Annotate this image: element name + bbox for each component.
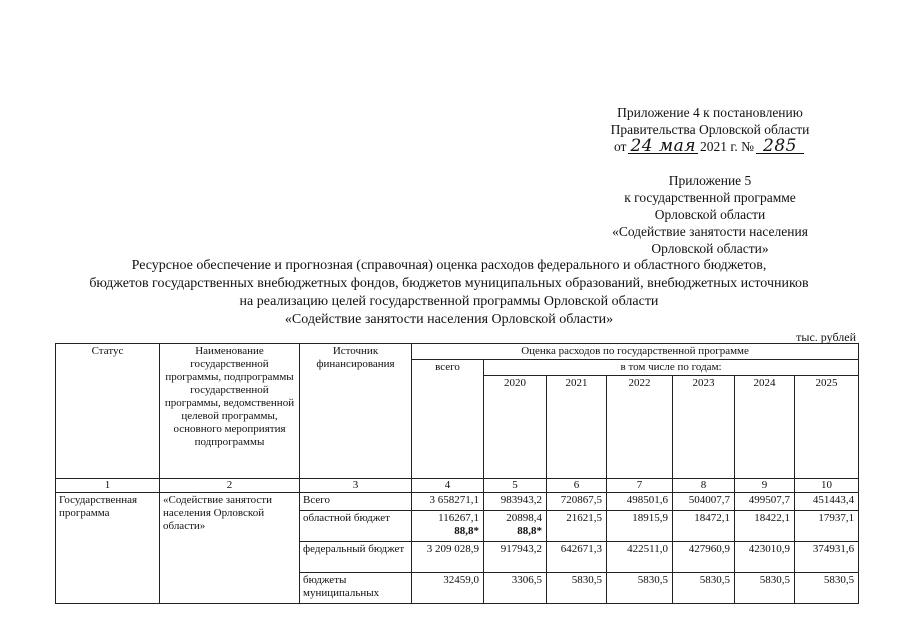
source-cell: областной бюджет: [300, 511, 412, 542]
annex-4-header: [560, 104, 860, 155]
value-cell: 983943,2: [484, 493, 547, 511]
value-cell: 18472,1: [673, 511, 735, 542]
header-name: Наименование государственной программы, подпрограммы государственной программы, ведомственной целевой программы, основного мероприятия подпрограммы: [160, 344, 300, 479]
program-status: Государственная программа: [56, 493, 160, 604]
value-cell: 5830,5: [735, 573, 795, 604]
header-status: Статус: [56, 344, 160, 479]
value-cell: 504007,7: [673, 493, 735, 511]
column-number: 2: [160, 479, 300, 493]
program-name: «Содействие занятости населения Орловской области»: [160, 493, 300, 604]
header-year: 2020: [484, 376, 547, 479]
value-cell: 917943,2: [484, 542, 547, 573]
value-cell: 5830,5: [547, 573, 607, 604]
annex-4-date-prefix: от: [613, 139, 627, 154]
unit-label: тыс. рублей: [796, 330, 856, 344]
annex-5-line-4: «Содействие занятости населения: [612, 224, 808, 239]
total-note: 88,8*: [454, 525, 479, 537]
column-number: 10: [795, 479, 859, 493]
annex-5-line-3: Орловской области: [654, 207, 766, 222]
header-row-1: [56, 344, 859, 360]
header-total: всего: [412, 360, 484, 479]
annex-4-line-1: Приложение 4 к постановлению: [617, 105, 803, 120]
column-number: 1: [56, 479, 160, 493]
annex-5-line-5: Орловской области»: [651, 241, 769, 256]
handwritten-number: 285: [756, 139, 804, 154]
column-number: 4: [412, 479, 484, 493]
total-cell: [412, 511, 484, 542]
column-number: 9: [735, 479, 795, 493]
value-cell: 5830,5: [795, 573, 859, 604]
annex-4-line-2: Правительства Орловской области: [610, 122, 810, 137]
source-cell: бюджеты муниципальных: [300, 573, 412, 604]
value-cell: 3306,5: [484, 573, 547, 604]
header-year: 2025: [795, 376, 859, 479]
annex-4-date-line: [560, 138, 860, 155]
header-year: 2021: [547, 376, 607, 479]
value-cell: 451443,4: [795, 493, 859, 511]
header-year: 2023: [673, 376, 735, 479]
header-estimate: Оценка расходов по государственной программе: [412, 344, 859, 360]
total-cell: 32459,0: [412, 573, 484, 604]
total-value: 116267,1: [438, 512, 479, 524]
total-cell: 3 209 028,9: [412, 542, 484, 573]
value-cell: 374931,6: [795, 542, 859, 573]
column-number: 5: [484, 479, 547, 493]
column-number-row: [56, 479, 859, 493]
total-cell: 3 658271,1: [412, 493, 484, 511]
header-source: Источник финансирования: [300, 344, 412, 479]
annex-5-header: [560, 172, 860, 257]
value-cell: 720867,5: [547, 493, 607, 511]
handwritten-date: 24 мая: [630, 136, 696, 156]
value-cell: 498501,6: [607, 493, 673, 511]
column-number: 7: [607, 479, 673, 493]
value-cell: 423010,9: [735, 542, 795, 573]
value-cell: 18915,9: [607, 511, 673, 542]
value-cell: 642671,3: [547, 542, 607, 573]
value-cell: [484, 511, 547, 542]
source-cell: Всего: [300, 493, 412, 511]
value-cell: 17937,1: [795, 511, 859, 542]
header-year: 2022: [607, 376, 673, 479]
column-number: 3: [300, 479, 412, 493]
value-cell: 499507,7: [735, 493, 795, 511]
header-year: 2024: [735, 376, 795, 479]
column-number: 6: [547, 479, 607, 493]
value: 20898,4: [506, 512, 542, 524]
value-cell: 18422,1: [735, 511, 795, 542]
budget-table: [55, 343, 859, 604]
value-cell: 21621,5: [547, 511, 607, 542]
report-title: [20, 257, 878, 329]
value-cell: 5830,5: [607, 573, 673, 604]
value-note: 88,8*: [517, 525, 542, 537]
report-title-line-4: «Содействие занятости населения Орловской области»: [284, 312, 614, 327]
annex-5-line-2: к государственной программе: [624, 190, 796, 205]
value-cell: 422511,0: [607, 542, 673, 573]
table-row: [56, 493, 859, 511]
value-cell: 427960,9: [673, 542, 735, 573]
annex-4-year-text: 2021 г. №: [699, 139, 755, 154]
value-cell: 5830,5: [673, 573, 735, 604]
source-cell: федеральный бюджет: [300, 542, 412, 573]
report-title-line-1: Ресурсное обеспечение и прогнозная (справочная) оценка расходов федерального и областного бюджетов,: [131, 258, 767, 273]
column-number: 8: [673, 479, 735, 493]
annex-5-line-1: Приложение 5: [668, 173, 752, 188]
header-by-years: в том числе по годам:: [484, 360, 859, 376]
report-title-line-3: на реализацию целей государственной программы Орловской области: [239, 294, 659, 309]
report-title-line-2: бюджетов государственных внебюджетных фондов, бюджетов муниципальных образований, внебюджетных источников: [89, 276, 809, 291]
